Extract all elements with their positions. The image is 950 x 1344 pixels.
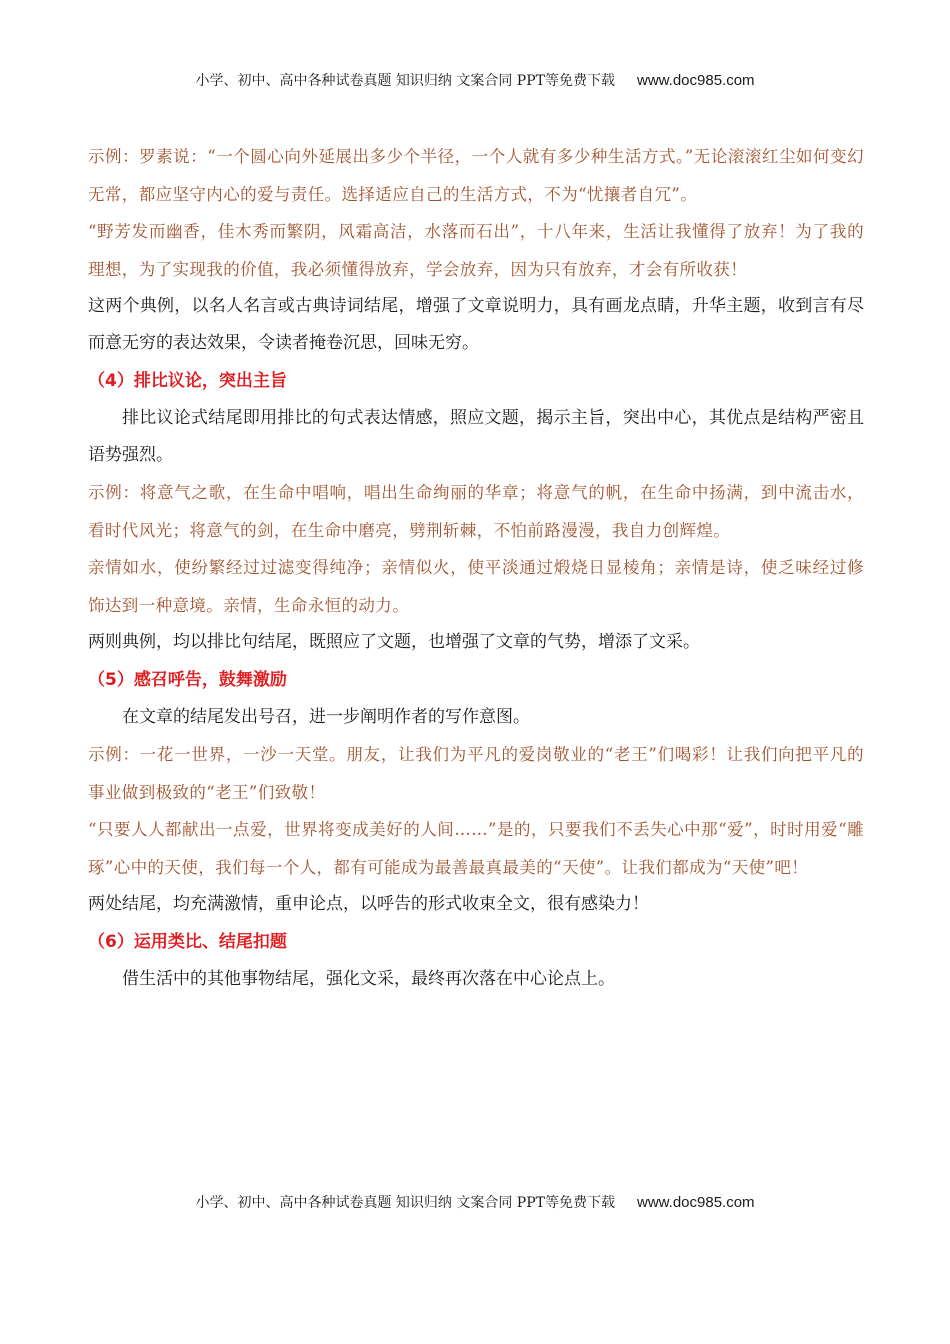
description-section-5: 在文章的结尾发出号召，进一步阐明作者的写作意图。 (122, 707, 530, 727)
example-classical-poem: “野芳发而幽香，佳木秀而繁阴，风霜高洁，水落而石出”，十八年来，生活让我懂得了放弃！为了我的理想，为了实现我的价值，我必须懂得放弃，学会放弃，因为只有放弃，才会有所收获！ (88, 222, 864, 279)
page-footer (0, 1192, 950, 1212)
heading-section-6: （6）运用类比、结尾扣题 (88, 932, 287, 952)
header-text: 小学、初中、高中各种试卷真题 知识归纳 文案合同 PPT等免费下载 (195, 73, 615, 89)
comment-parallelism: 两则典例，均以排比句结尾，既照应了文题，也增强了文章的气势，增添了文采。 (88, 632, 700, 652)
page-header (0, 70, 950, 90)
document-body (88, 138, 864, 998)
description-section-6: 借生活中的其他事物结尾，强化文采，最终再次落在中心论点上。 (122, 969, 615, 989)
example-family-affection: 亲情如水，使纷繁经过过滤变得纯净；亲情似火，使平淡通过煅烧日显棱角；亲情是诗，使乏味经过修饰达到一种意境。亲情，生命永恒的动力。 (88, 558, 864, 615)
heading-section-5: （5）感召呼告，鼓舞激励 (88, 670, 287, 690)
example-spirit-parallelism: 示例：将意气之歌，在生命中唱响，唱出生命绚丽的华章；将意气的帆，在生命中扬满，到中流击水，看时代风光；将意气的剑，在生命中磨亮，劈荆斩棘，不怕前路漫漫，我自力创辉煌。 (88, 483, 864, 540)
comment-appeal: 两处结尾，均充满激情，重申论点，以呼告的形式收束全文，很有感染力！ (88, 894, 649, 914)
footer-text: 小学、初中、高中各种试卷真题 知识归纳 文案合同 PPT等免费下载 (195, 1195, 615, 1211)
description-section-4: 排比议论式结尾即用排比的句式表达情感，照应文题，揭示主旨，突出中心，其优点是结构严密且语势强烈。 (88, 408, 864, 465)
example-lao-wang: 示例：一花一世界，一沙一天堂。朋友，让我们为平凡的爱岗敬业的“老王”们喝彩！让我们向把平凡的事业做到极致的“老王”们致敬！ (88, 745, 864, 802)
example-russell-quote: 示例：罗素说：“一个圆心向外延展出多少个半径，一个人就有多少种生活方式。”无论滚滚红尘如何变幻无常，都应坚守内心的爱与责任。选择适应自己的生活方式，不为“忧攘者自冗”。 (88, 147, 864, 204)
example-angel: “只要人人都献出一点爱，世界将变成美好的人间……”是的，只要我们不丢失心中那“爱”，时时用爱“雕琢”心中的天使，我们每一个人，都有可能成为最善最真最美的“天使”。让我们都成为“天使”吧！ (88, 820, 864, 877)
comment-quotes: 这两个典例，以名人名言或古典诗词结尾，增强了文章说明力，具有画龙点睛，升华主题，收到言有尽而意无穷的表达效果，令读者掩卷沉思，回味无穷。 (88, 296, 864, 353)
header-site-link[interactable]: www.doc985.com (636, 72, 755, 89)
footer-site-link[interactable]: www.doc985.com (636, 1194, 755, 1211)
heading-section-4: （4）排比议论，突出主旨 (88, 371, 287, 391)
